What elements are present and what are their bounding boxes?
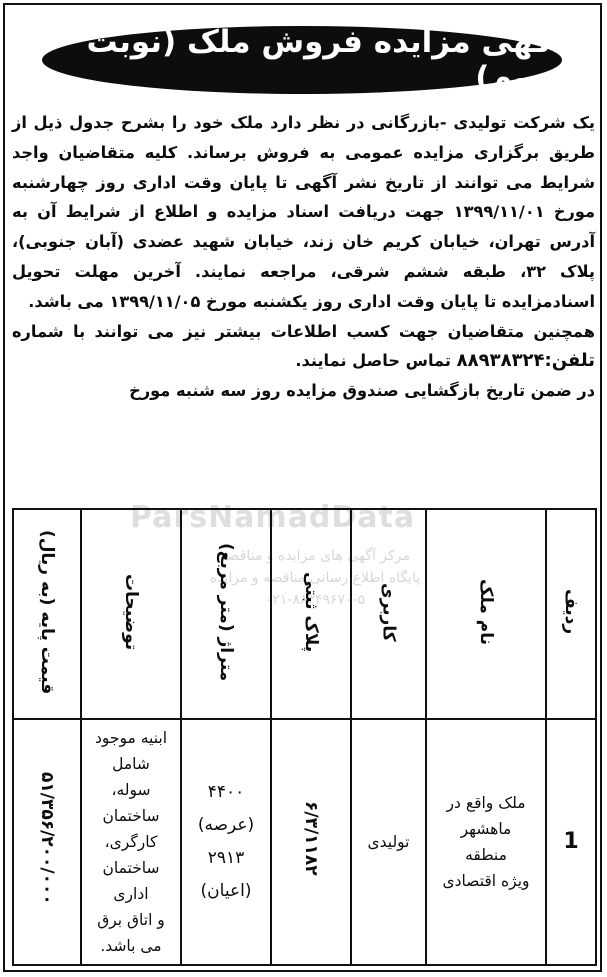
phone-number: ۸۸۹۳۸۳۲۴ (456, 350, 545, 372)
header-base-price: قیمت پایه (به ریال) (13, 509, 81, 719)
cell-base-price: ۵۱/۳۵۶/۲۰۰/۰۰۰ (13, 719, 81, 965)
cell-row-number: 1 (546, 719, 596, 965)
contact-outro: تماس حاصل نمایند. (295, 351, 451, 371)
header-area: متراژ (متر مربع) (181, 509, 271, 719)
header-usage: کاربری (351, 509, 426, 719)
body-paragraph: یک شرکت تولیدی -بازرگانی در نظر دارد ملک خود را بشرح جدول ذیل از طریق برگزاری مزایده عمومی به فروش برساند. کلیه متقاضیان واجد شرایط می توانند از تاریخ نشر آگهی تا پایان وقت اداری روز چهارشنبه مورخ ۱۳۹۹/۱۱/۰۱ جهت دریافت اسناد مزایده و اطلاع از شرایط آن به آدرس تهران، خیابان کریم خان زند، خیابان شهید عضدی (آبان جنوبی)، پلاک ۳۲، طبقه ششم شرقی، مراجعه نمایند. آخرین مهلت تحویل اسنادمزایده تا پایان وقت اداری روز یکشنبه مورخ ۱۳۹۹/۱۱/۰۵ می باشد. (12, 113, 596, 311)
header-row-number: ردیف (546, 509, 596, 719)
header-description: توضیحات (81, 509, 181, 719)
contact-paragraph (12, 317, 595, 377)
cell-area: ۴۴۰۰ (عرصه) ۲۹۱۳ (اعیان) (181, 719, 271, 965)
table-row (13, 719, 596, 965)
header-plate: پلاک ثبتی (271, 509, 351, 719)
opening-note: در ضمن تاریخ بازگشایی صندوق مزایده روز سه شنبه مورخ (129, 381, 595, 401)
cell-property-name: ملک واقع در ماهشهر منطقه ویژه اقتصادی (426, 719, 546, 965)
contact-intro: همچنین متقاضیان جهت کسب اطلاعات بیشتر نیز می توانند با شماره (12, 321, 595, 341)
phone-label: تلفن: (544, 350, 595, 372)
auction-table (12, 508, 597, 966)
cell-plate: ۶/۳/۱۱۸۲ (271, 719, 351, 965)
cell-usage: تولیدی (351, 719, 426, 965)
table-header-row (13, 509, 596, 719)
advertisement-body (12, 108, 595, 406)
header-property-name: نام ملک (426, 509, 546, 719)
watermark-lines: مرکز آگهی های مزایده و مناقصه پایگاه اطلاع رسانی مناقصه و مزایده ۰۲۱-۸۸۳۴۹۶۷۰-۵ (209, 548, 421, 608)
cell-description: ابنیه موجود شامل سوله، ساختمان کارگری، ساختمان اداری و اتاق برق می باشد. (81, 719, 181, 965)
watermark-brand: ParsNamadData (130, 500, 416, 535)
page-title: آگهی مزایده فروش ملک (نوبت سوم) (86, 24, 562, 96)
